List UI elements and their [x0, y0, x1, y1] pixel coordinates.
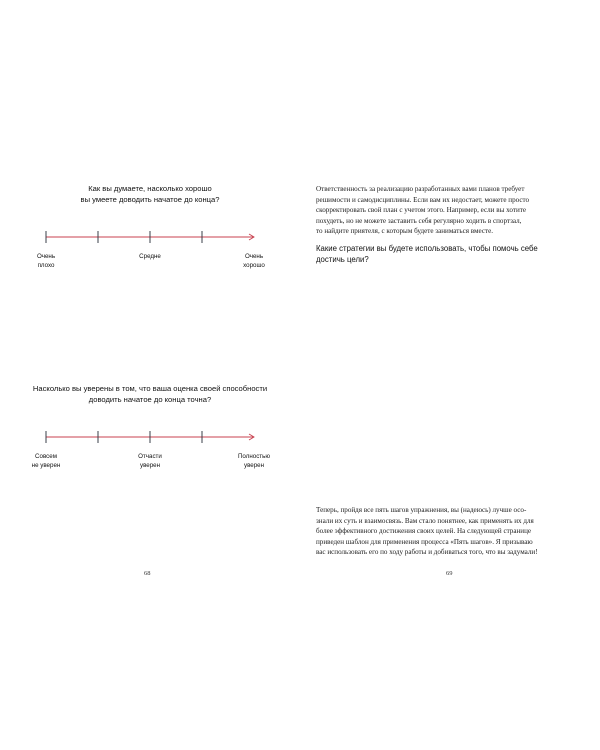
question-1	[46, 183, 254, 205]
scale-1-label-high: Очень хорошо	[243, 253, 265, 269]
rating-scale-1-svg	[44, 230, 258, 244]
rating-scale-2	[44, 430, 258, 444]
heading-line-2: достичь цели?	[316, 255, 369, 264]
scale-1-label-low: Очень плохо	[36, 253, 56, 269]
paragraph-1-line-5: то найдите приятеля, с которым будете заниматься вместе.	[316, 227, 493, 236]
paragraph-2-line-5: вас использовать его по ходу работы и добиваться того, что вы задумали!	[316, 548, 538, 557]
right-page	[300, 0, 600, 750]
page-number-right: 69	[446, 570, 453, 577]
question-1-line-1: Как вы думаете, насколько хорошо	[88, 184, 212, 193]
heading-line-1: Какие стратегии вы будете использовать, чтобы помочь себе	[316, 244, 538, 253]
question-2-line-1: Насколько вы уверены в том, что ваша оценка своей способности	[32, 384, 268, 393]
scale-2-label-mid: Отчасти уверен	[138, 453, 162, 469]
paragraph-2-line-1: Теперь, пройдя все пять шагов упражнения, вы (надеюсь) лучше осо-	[316, 506, 527, 514]
paragraph-2-line-3: более эффективного достижения своих целей. На следующей странице	[316, 527, 532, 536]
rating-scale-1	[44, 230, 258, 244]
paragraph-2-line-4: приведен шаблон для применения процесса «Пять шагов». Я призываю	[316, 537, 533, 546]
rating-scale-2-svg	[44, 430, 258, 444]
paragraph-1-line-2: решимости и самодисциплины. Если вам их недостает, можете просто	[316, 195, 530, 204]
paragraph-2	[316, 505, 584, 558]
page-number-left: 68	[144, 570, 151, 577]
question-2	[22, 383, 278, 405]
scale-1-label-mid: Средне	[139, 253, 161, 260]
paragraph-1-line-3: скорректировать свой план с учетом этого. Например, если вы хотите	[316, 206, 527, 215]
question-1-line-2: вы умеете доводить начатое до конца?	[80, 195, 220, 204]
strategies-question-heading	[316, 243, 584, 265]
paragraph-2-line-2: знали их суть и взаимосвязь. Вам стало понятнее, как применять их для	[316, 516, 534, 525]
paragraph-1	[316, 184, 584, 237]
paragraph-1-line-1: Ответственность за реализацию разработанных вами планов требует	[316, 185, 525, 193]
scale-2-label-low: Совсем не уверен	[31, 453, 61, 469]
question-2-line-2: доводить начатое до конца точна?	[88, 395, 212, 404]
scale-2-label-high: Полностью уверен	[237, 453, 270, 469]
paragraph-1-line-4: похудеть, но не можете заставить себя регулярно ходить в спортзал,	[316, 216, 522, 225]
